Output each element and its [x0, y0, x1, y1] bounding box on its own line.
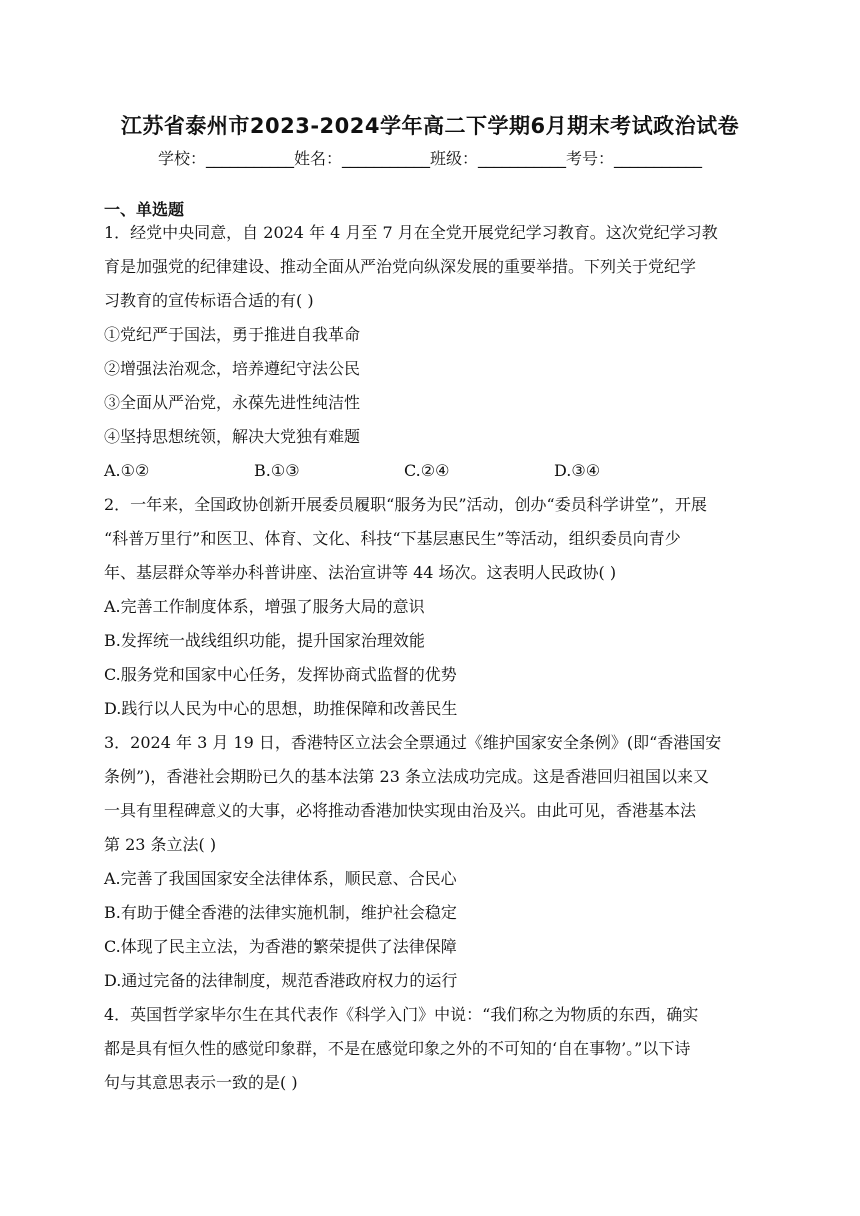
school-field: 学校：___________ [157, 149, 294, 168]
statement-item: ①党纪严于国法，勇于推进自我革命 [104, 325, 361, 344]
question-stem-line: “科普万里行”和医卫、体育、文化、科技“下基层惠民生”等活动，组织委员向青少 [104, 529, 681, 548]
student-info-row [0, 146, 860, 169]
question-3 [104, 726, 754, 998]
question-1 [104, 216, 754, 488]
option-a: A.完善工作制度体系，增强了服务大局的意识 [104, 597, 425, 616]
option-a: A.①② [104, 461, 150, 480]
class-field: 班级：___________ [430, 149, 567, 168]
question-stem-line: 句与其意思表示一致的是( ) [104, 1073, 298, 1092]
question-stem-line: 4．英国哲学家毕尔生在其代表作《科学入门》中说：“我们称之为物质的东西，确实 [104, 1005, 699, 1024]
section-heading: 一、单选题 [104, 200, 185, 219]
question-stem-line: 2．一年来，全国政协创新开展委员履职“服务为民”活动，创办“委员科学讲堂”，开展 [104, 495, 707, 514]
option-c: C.体现了民主立法，为香港的繁荣提供了法律保障 [104, 937, 457, 956]
option-b: B.有助于健全香港的法律实施机制，维护社会稳定 [104, 903, 457, 922]
option-a: A.完善了我国国家安全法律体系，顺民意、合民心 [104, 869, 457, 888]
option-b: B.发挥统一战线组织功能，提升国家治理效能 [104, 631, 425, 650]
name-field: 姓名：___________ [293, 149, 430, 168]
statement-item: ②增强法治观念，培养遵纪守法公民 [104, 359, 361, 378]
question-stem-line: 育是加强党的纪律建设、推动全面从严治党向纵深发展的重要举措。下列关于党纪学 [104, 257, 697, 276]
statement-item: ④坚持思想统领，解决大党独有难题 [104, 427, 361, 446]
statement-item: ③全面从严治党，永葆先进性纯洁性 [104, 393, 361, 412]
option-d: D.通过完备的法律制度，规范香港政府权力的运行 [104, 971, 458, 990]
option-b: B.①③ [254, 461, 300, 480]
option-c: C.服务党和国家中心任务，发挥协商式监督的优势 [104, 665, 457, 684]
question-2 [104, 488, 754, 726]
question-stem-line: 一具有里程碑意义的大事，必将推动香港加快实现由治及兴。由此可见，香港基本法 [104, 801, 697, 820]
exam-number-field: 考号：___________ [566, 149, 703, 168]
question-stem-line: 条例”)，香港社会期盼已久的基本法第 23 条立法成功完成。这是香港回归祖国以来又 [104, 767, 709, 786]
questions-content [104, 216, 754, 1100]
question-stem-line: 3．2024 年 3 月 19 日，香港特区立法会全票通过《维护国家安全条例》(即“香港国安 [104, 733, 722, 752]
option-c: C.②④ [404, 461, 450, 480]
question-stem-line: 都是具有恒久性的感觉印象群，不是在感觉印象之外的不可知的‘自在事物’。”以下诗 [104, 1039, 691, 1058]
question-stem-line: 习教育的宣传标语合适的有( ) [104, 291, 314, 310]
question-stem-line: 1．经党中央同意，自 2024 年 4 月至 7 月在全党开展党纪学习教育。这次党纪学习教 [104, 223, 718, 242]
question-stem-line: 第 23 条立法( ) [104, 835, 217, 854]
page-title: 江苏省泰州市2023-2024学年高二下学期6月期末考试政治试卷 [120, 114, 740, 138]
question-4 [104, 998, 754, 1100]
option-d: D.践行以人民为中心的思想，助推保障和改善民生 [104, 699, 458, 718]
question-stem-line: 年、基层群众等举办科普讲座、法治宣讲等 44 场次。这表明人民政协( ) [104, 563, 617, 582]
option-d: D.③④ [554, 461, 601, 480]
options-row [104, 454, 754, 488]
